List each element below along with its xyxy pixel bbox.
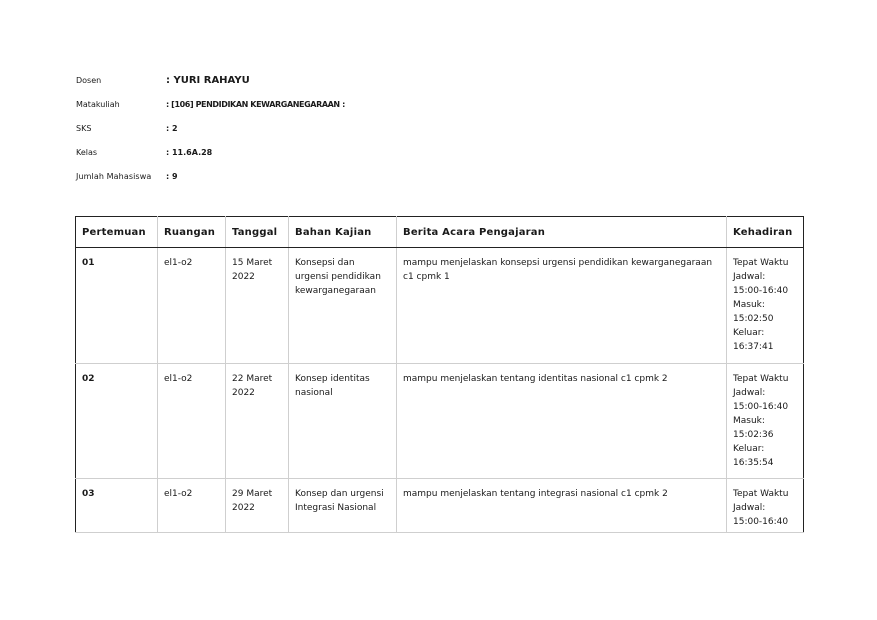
material-cell: Konsepsi dan urgensi pendidikan kewarganegaraan bbox=[289, 248, 397, 364]
checkin-time: 15:02:36 bbox=[733, 430, 774, 440]
report-cell: mampu menjelaskan tentang integrasi nasional c1 cpmk 2 bbox=[397, 479, 727, 533]
date-cell: 22 Maret 2022 bbox=[226, 364, 289, 479]
material-cell: Konsep dan urgensi Integrasi Nasional bbox=[289, 479, 397, 533]
credits-label: SKS bbox=[76, 124, 92, 133]
schedule-time: 15:00-16:40 bbox=[733, 402, 789, 412]
schedule-label: Jadwal: bbox=[733, 272, 766, 282]
checkout-time: 16:35:54 bbox=[733, 458, 774, 468]
schedule-time: 15:00-16:40 bbox=[733, 286, 789, 296]
meeting-cell: 02 bbox=[76, 364, 158, 479]
checkin-label: Masuk: bbox=[733, 300, 765, 310]
material-cell: Konsep identitas nasional bbox=[289, 364, 397, 479]
credits-value: : 2 bbox=[166, 124, 178, 133]
report-cell: mampu menjelaskan konsepsi urgensi pendidikan kewarganegaraan c1 cpmk 1 bbox=[397, 248, 727, 364]
column-header-attendance: Kehadiran bbox=[727, 217, 804, 248]
attendance-status: Tepat Waktu bbox=[733, 374, 789, 384]
checkout-label: Keluar: bbox=[733, 328, 765, 338]
class-value: : 11.6A.28 bbox=[166, 148, 213, 157]
class-label: Kelas bbox=[76, 148, 98, 157]
attendance-status: Tepat Waktu bbox=[733, 258, 789, 268]
checkout-label: Keluar: bbox=[733, 444, 765, 454]
attendance-cell bbox=[727, 248, 804, 364]
attendance-cell bbox=[727, 479, 804, 533]
room-cell: el1-o2 bbox=[158, 479, 226, 533]
column-header-room: Ruangan bbox=[158, 217, 226, 248]
date-cell: 15 Maret 2022 bbox=[226, 248, 289, 364]
students-label: Jumlah Mahasiswa bbox=[76, 172, 152, 181]
lecturer-label: Dosen bbox=[76, 76, 102, 85]
column-header-report: Berita Acara Pengajaran bbox=[397, 217, 727, 248]
schedule-label: Jadwal: bbox=[733, 388, 766, 398]
course-label: Matakuliah bbox=[76, 100, 120, 109]
column-header-date: Tanggal bbox=[226, 217, 289, 248]
date-cell: 29 Maret 2022 bbox=[226, 479, 289, 533]
checkout-time: 16:37:41 bbox=[733, 342, 774, 352]
meeting-cell: 01 bbox=[76, 248, 158, 364]
room-cell: el1-o2 bbox=[158, 364, 226, 479]
table-header-row bbox=[76, 217, 804, 248]
column-header-meeting: Pertemuan bbox=[76, 217, 158, 248]
schedule-time: 15:00-16:40 bbox=[733, 517, 789, 527]
column-header-material: Bahan Kajian bbox=[289, 217, 397, 248]
attendance-table bbox=[75, 216, 804, 533]
checkin-time: 15:02:50 bbox=[733, 314, 774, 324]
table-row bbox=[76, 479, 804, 533]
students-value: : 9 bbox=[166, 172, 178, 181]
room-cell: el1-o2 bbox=[158, 248, 226, 364]
report-cell: mampu menjelaskan tentang identitas nasional c1 cpmk 2 bbox=[397, 364, 727, 479]
schedule-label: Jadwal: bbox=[733, 503, 766, 513]
meeting-cell: 03 bbox=[76, 479, 158, 533]
attendance-cell bbox=[727, 364, 804, 479]
lecturer-value: : YURI RAHAYU bbox=[166, 75, 250, 86]
checkin-label: Masuk: bbox=[733, 416, 765, 426]
course-value: : [106] PENDIDIKAN KEWARGANEGARAAN : bbox=[166, 100, 345, 109]
attendance-status: Tepat Waktu bbox=[733, 489, 789, 499]
table-row bbox=[76, 248, 804, 364]
table-row bbox=[76, 364, 804, 479]
